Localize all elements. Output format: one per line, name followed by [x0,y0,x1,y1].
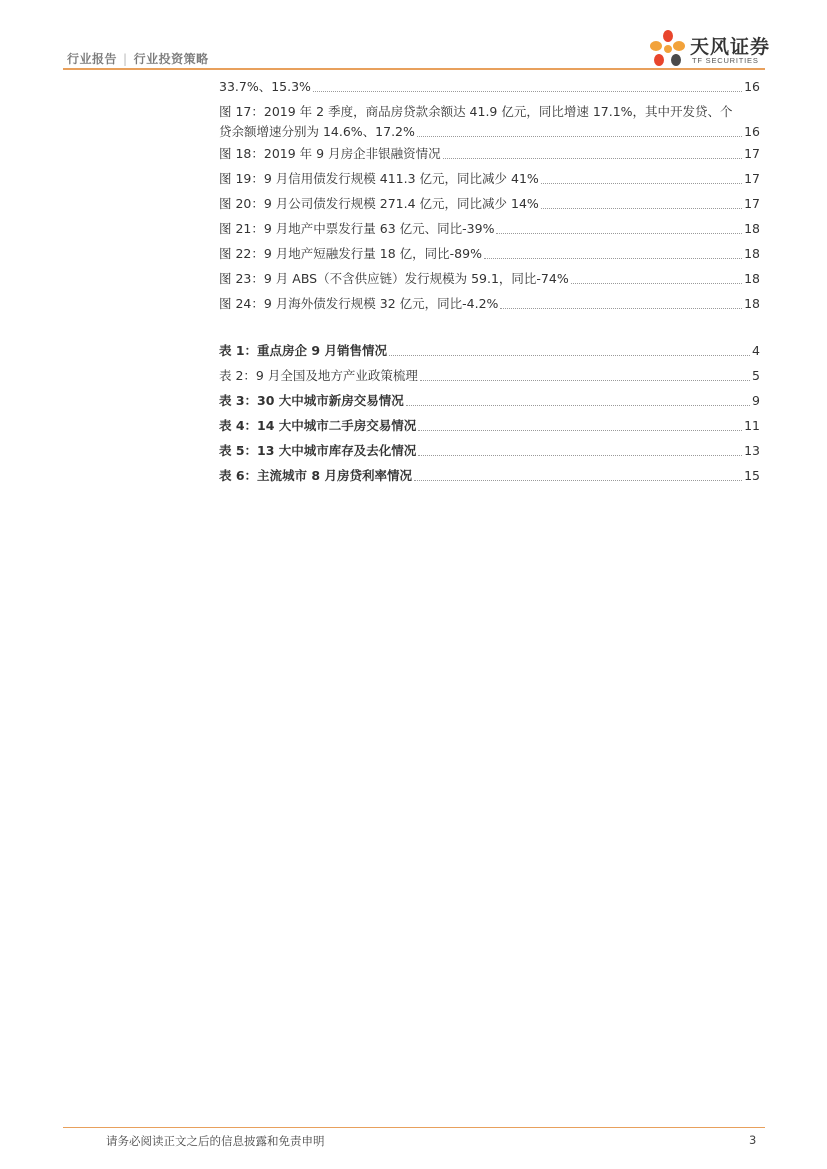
entry-page: 17 [744,196,760,211]
header-separator: | [123,52,128,66]
entry-label: 图 19：9 月信用债发行规模 411.3 亿元，同比减少 41% [219,171,539,186]
footer-disclaimer: 请务必阅读正文之后的信息披露和免责申明 [106,1134,325,1148]
dot-leader [420,379,750,381]
entry-page: 11 [744,418,760,433]
category-label: 行业报告 [67,52,118,66]
dot-leader [389,354,750,356]
figure-entry[interactable] [219,294,760,314]
figure-entry[interactable] [219,169,760,189]
entry-label: 表 1：重点房企 9 月销售情况 [219,343,387,358]
figure-entry[interactable] [219,194,760,214]
entry-page: 16 [744,124,760,139]
entry-page: 17 [744,171,760,186]
entry-label: 表 3：30 大中城市新房交易情况 [219,393,404,408]
entry-page: 18 [744,271,760,286]
table-entry[interactable] [219,441,760,461]
dot-leader [484,257,742,259]
dot-leader [541,182,742,184]
figure-entry[interactable] [219,219,760,239]
entry-label: 33.7%、15.3% [219,79,311,94]
entry-label: 图 21：9 月地产中票发行量 63 亿元、同比-39% [219,221,495,236]
entry-page: 15 [744,468,760,483]
dot-leader [313,90,742,92]
dot-leader [443,157,743,159]
table-entry[interactable] [219,341,760,361]
entry-label-line2: 贷余额增速分别为 14.6%、17.2% [219,124,415,139]
entry-page: 18 [744,221,760,236]
table-entry[interactable] [219,416,760,436]
dot-leader [417,135,742,137]
figure-entry[interactable] [219,77,760,97]
table-entry[interactable] [219,366,760,386]
dot-leader [496,232,742,234]
header-divider [63,68,765,70]
entry-label: 表 2：9 月全国及地方产业政策梳理 [219,368,418,383]
entry-page: 13 [744,443,760,458]
logo-chinese-name: 天风证券 [690,36,771,58]
dot-leader [406,404,750,406]
entry-page: 17 [744,146,760,161]
table-entry[interactable] [219,391,760,411]
subcategory-label: 行业投资策略 [133,52,209,66]
entry-page: 5 [752,368,760,383]
entry-page: 18 [744,246,760,261]
dot-leader [571,282,742,284]
dot-leader [541,207,742,209]
entry-label: 图 22：9 月地产短融发行量 18 亿，同比-89% [219,246,482,261]
table-entry[interactable] [219,466,760,486]
entry-label: 图 24：9 月海外债发行规模 32 亿元，同比-4.2% [219,296,499,311]
page-number: 3 [749,1133,757,1147]
entry-label: 图 23：9 月 ABS（不含供应链）发行规模为 59.1，同比-74% [219,271,569,286]
logo-english-name: TF SECURITIES [692,56,759,65]
report-category [67,50,209,67]
dot-leader [414,479,742,481]
figure-entry[interactable] [219,244,760,264]
entry-label-line1: 图 17：2019 年 2 季度，商品房贷款余额达 41.9 亿元，同比增速 17.1%，其中开发贷、个 [219,104,733,119]
entry-label: 表 4：14 大中城市二手房交易情况 [219,418,417,433]
figure-entry[interactable] [219,102,760,142]
figure-entry[interactable] [219,144,760,164]
entry-page: 9 [752,393,760,408]
entry-page: 4 [752,343,760,358]
entry-label: 图 18：2019 年 9 月房企非银融资情况 [219,146,441,161]
figure-entry[interactable] [219,269,760,289]
company-logo [648,28,771,72]
entry-page: 18 [744,296,760,311]
footer-divider [63,1127,765,1128]
entry-label: 表 6：主流城市 8 月房贷利率情况 [219,468,412,483]
dot-leader [418,429,742,431]
entry-label: 图 20：9 月公司债发行规模 271.4 亿元，同比减少 14% [219,196,539,211]
entry-label: 表 5：13 大中城市库存及去化情况 [219,443,417,458]
dot-leader [500,307,742,309]
entry-page: 16 [744,79,760,94]
flower-logo-icon [648,28,688,72]
dot-leader [418,454,742,456]
